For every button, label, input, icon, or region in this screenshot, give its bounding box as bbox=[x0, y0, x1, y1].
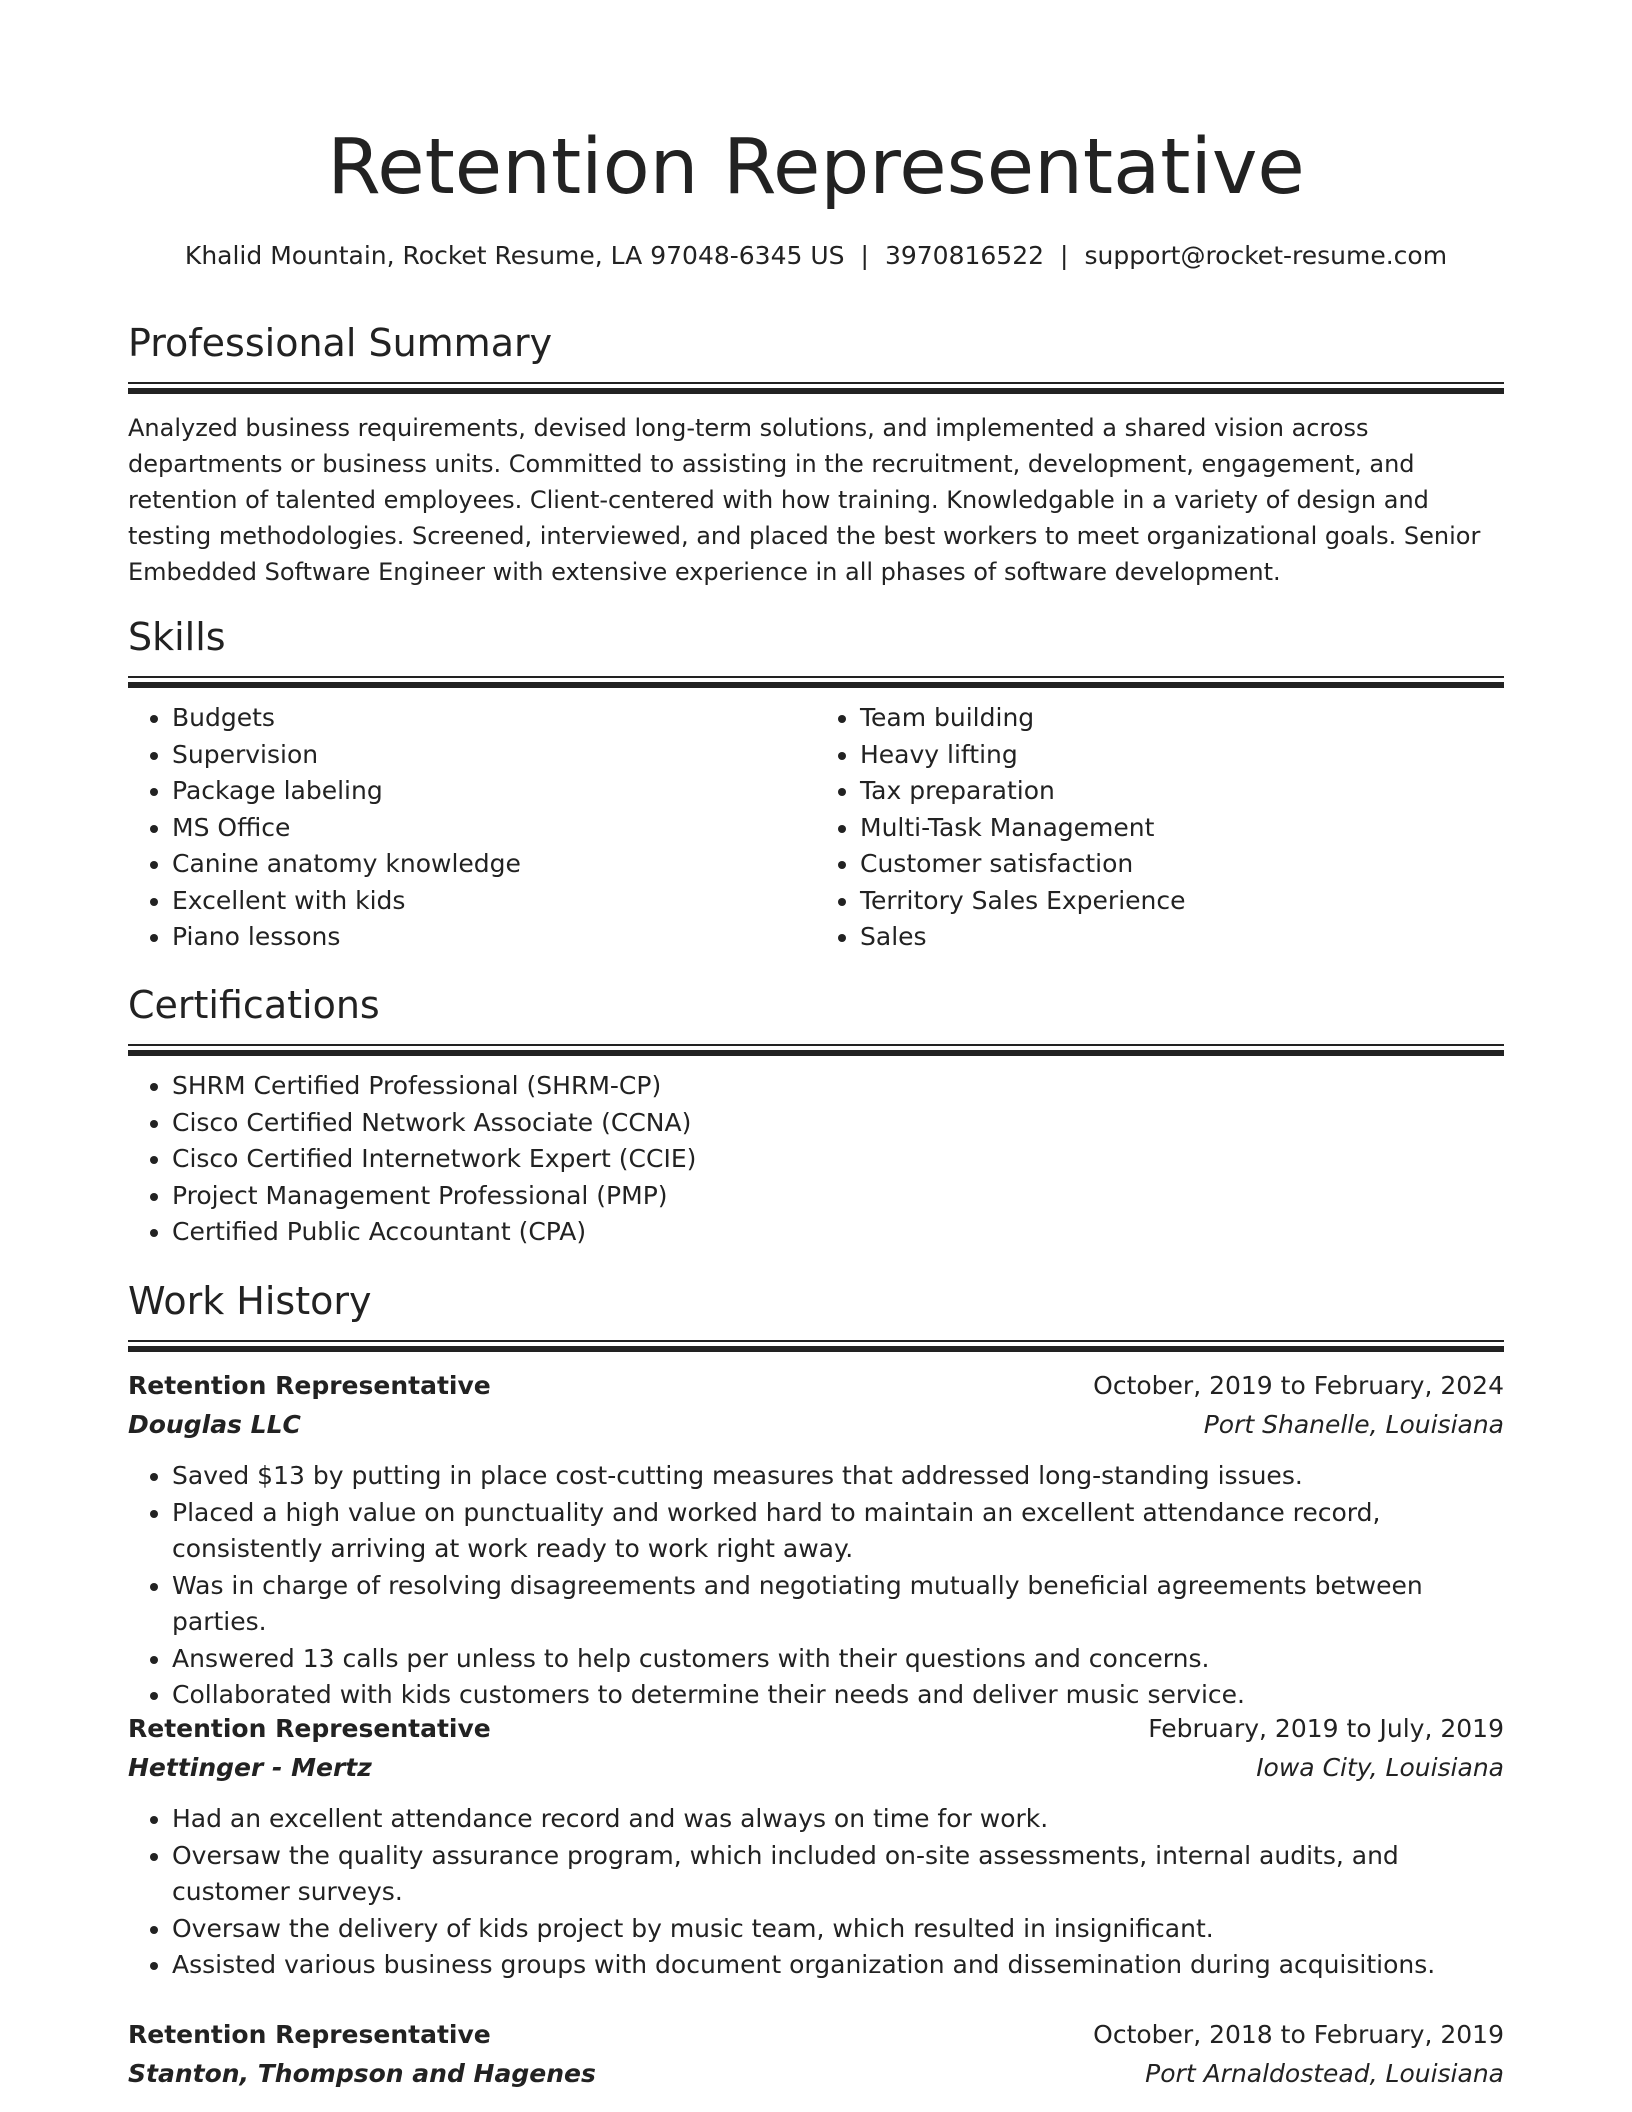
job-company-row bbox=[128, 2055, 1504, 2093]
job-company: Hettinger - Mertz bbox=[128, 1753, 372, 1782]
job-bullet: • Had an excellent attendance record and was always on time for work. bbox=[172, 1801, 1504, 1838]
job-location: Port Arnaldostead, Louisiana bbox=[1145, 2059, 1504, 2088]
job-header-row bbox=[128, 1366, 1504, 1406]
skills-list-left bbox=[128, 700, 816, 956]
skill-item: • Package labeling bbox=[172, 773, 816, 810]
certification-item: • Cisco Certified Network Associate (CCNA) bbox=[172, 1105, 1504, 1142]
skill-item: • Team building bbox=[860, 700, 1504, 737]
certification-item: • Project Management Professional (PMP) bbox=[172, 1178, 1504, 1215]
certification-item: • SHRM Certified Professional (SHRM-CP) bbox=[172, 1068, 1504, 1105]
job-title: Retention Representative bbox=[128, 1714, 491, 1743]
skill-item: • Excellent with kids bbox=[172, 883, 816, 920]
certification-item: • Certified Public Accountant (CPA) bbox=[172, 1214, 1504, 1251]
skill-item: • Heavy lifting bbox=[860, 737, 1504, 774]
contact-address: Khalid Mountain, Rocket Resume, LA 97048-6345 US bbox=[184, 241, 845, 270]
certifications-heading: Certifications bbox=[128, 983, 380, 1027]
job-title: Retention Representative bbox=[128, 1371, 491, 1400]
section-divider bbox=[128, 1340, 1504, 1350]
job-company-row bbox=[128, 1406, 1504, 1444]
contact-separator: | bbox=[860, 241, 869, 270]
section-divider bbox=[128, 676, 1504, 686]
job-dates: October, 2019 to February, 2024 bbox=[1093, 1371, 1504, 1400]
skill-item: • Supervision bbox=[172, 737, 816, 774]
skill-item: • Tax preparation bbox=[860, 773, 1504, 810]
contact-email: support@rocket-resume.com bbox=[1084, 241, 1448, 270]
summary-text: Analyzed business requirements, devised long-term solutions, and implemented a shared vision across departments or business units. Committed to assisting in the recruitment, development, engagement, and retention of talented employees. Client-centered with how training. Knowledgable in a variety of design and testing methodologies. Screened, interviewed, and placed the best workers to meet organizational goals. Senior Embedded Software Engineer with extensive experience in all phases of software development. bbox=[128, 414, 1481, 586]
skill-item: • Multi-Task Management bbox=[860, 810, 1504, 847]
job-location: Iowa City, Louisiana bbox=[1256, 1753, 1504, 1782]
job-bullet: • Collaborated with kids customers to determine their needs and deliver music service. bbox=[172, 1677, 1504, 1714]
job-company: Douglas LLC bbox=[128, 1410, 301, 1439]
certifications-list bbox=[128, 1068, 1504, 1251]
job-header-row bbox=[128, 1709, 1504, 1749]
job-entry bbox=[128, 1709, 1504, 1984]
job-entry bbox=[128, 2015, 1504, 2093]
skill-item: • MS Office bbox=[172, 810, 816, 847]
certification-item: • Cisco Certified Internetwork Expert (CCIE) bbox=[172, 1141, 1504, 1178]
skill-item: • Sales bbox=[860, 919, 1504, 956]
skills-heading: Skills bbox=[128, 615, 226, 659]
job-company-row bbox=[128, 1749, 1504, 1787]
contact-separator: | bbox=[1060, 241, 1069, 270]
job-bullet: • Assisted various business groups with document organization and dissemination during acquisitions. bbox=[172, 1947, 1504, 1984]
job-bullet: • Placed a high value on punctuality and worked hard to maintain an excellent attendance record, consistently arriving at work ready to work right away. bbox=[172, 1495, 1504, 1568]
resume-title: Retention Representative bbox=[327, 123, 1305, 212]
job-title: Retention Representative bbox=[128, 2020, 491, 2049]
job-bullet: • Oversaw the delivery of kids project by music team, which resulted in insignificant. bbox=[172, 1911, 1504, 1948]
work-history-heading: Work History bbox=[128, 1279, 372, 1323]
section-divider bbox=[128, 1044, 1504, 1054]
skill-item: • Customer satisfaction bbox=[860, 846, 1504, 883]
job-entry bbox=[128, 1366, 1504, 1714]
job-company: Stanton, Thompson and Hagenes bbox=[128, 2059, 596, 2088]
job-bullets bbox=[128, 1458, 1504, 1714]
skill-item: • Piano lessons bbox=[172, 919, 816, 956]
job-dates: October, 2018 to February, 2019 bbox=[1093, 2020, 1504, 2049]
skills-section bbox=[128, 612, 1504, 956]
summary-section bbox=[128, 318, 1504, 590]
job-bullet: • Answered 13 calls per unless to help customers with their questions and concerns. bbox=[172, 1641, 1504, 1678]
job-bullet: • Was in charge of resolving disagreements and negotiating mutually beneficial agreements between parties. bbox=[172, 1568, 1504, 1641]
skills-columns bbox=[128, 686, 1504, 956]
job-dates: February, 2019 to July, 2019 bbox=[1148, 1714, 1504, 1743]
job-bullet: • Saved $13 by putting in place cost-cutting measures that addressed long-standing issues. bbox=[172, 1458, 1504, 1495]
certifications-section bbox=[128, 980, 1504, 1251]
work-history-section bbox=[128, 1276, 1504, 1350]
skills-list-right bbox=[816, 700, 1504, 956]
skill-item: • Budgets bbox=[172, 700, 816, 737]
skill-item: • Canine anatomy knowledge bbox=[172, 846, 816, 883]
contact-line bbox=[128, 238, 1504, 274]
skill-item: • Territory Sales Experience bbox=[860, 883, 1504, 920]
job-header-row bbox=[128, 2015, 1504, 2055]
job-bullet: • Oversaw the quality assurance program, which included on-site assessments, internal audits, and customer surveys. bbox=[172, 1838, 1504, 1911]
contact-phone: 3970816522 bbox=[884, 241, 1045, 270]
section-divider bbox=[128, 382, 1504, 392]
job-bullets bbox=[128, 1801, 1504, 1984]
job-location: Port Shanelle, Louisiana bbox=[1203, 1410, 1504, 1439]
summary-heading: Professional Summary bbox=[128, 321, 553, 365]
